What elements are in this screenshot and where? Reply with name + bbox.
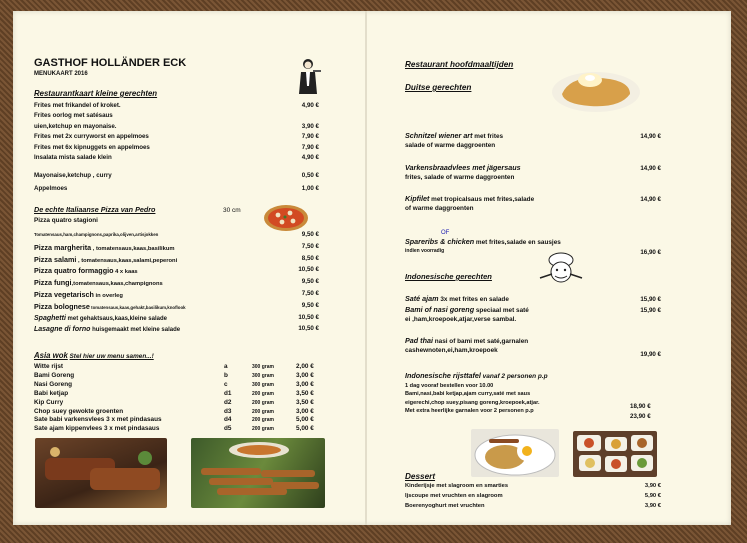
pizza-name — [34, 244, 175, 253]
item-name: Kinderijsje met slagroom en smarties — [405, 483, 509, 489]
pizza-detail: , tomatensaus,kaas,salami,peperoni — [76, 258, 178, 264]
asia-item-price: 3,00 € — [296, 407, 314, 415]
asia-item-weight: 300 gram — [252, 364, 274, 370]
dish-detail: speciaal met saté — [474, 307, 529, 314]
asia-item-code: d5 — [224, 425, 232, 433]
asia-item-weight: 200 gram — [252, 417, 274, 424]
asia-heading: Asia wok — [34, 351, 68, 360]
pizza-price: 7,50 € — [301, 290, 319, 297]
item-name: Frites oorlog met satésaus — [34, 112, 113, 120]
menu-item — [34, 134, 319, 143]
item-name: Frites met 6x kipnuggets en appelmoes — [34, 143, 150, 151]
pizza-size: 30 cm — [223, 207, 241, 214]
dish-price: 19,90 € — [640, 351, 661, 358]
rijsttafel-line: 1 dag vooraf bestellen voor 10.00 — [405, 383, 494, 389]
dish-line — [405, 164, 521, 172]
pizza-price: 8,50 € — [301, 255, 319, 262]
dish-name: Schnitzel wiener art — [405, 131, 473, 140]
pizza-detail: tomatensaus,kaas,gehakt,basilikum,knoflook — [89, 305, 186, 310]
item-price: 3,90 € — [644, 503, 661, 509]
dish-line — [405, 306, 529, 314]
dessert-item — [405, 504, 661, 513]
asia-item-code: d3 — [224, 407, 232, 415]
asia-item-weight: 200 gram — [252, 390, 274, 397]
item-price: 3,90 € — [301, 122, 319, 130]
item-price: 4,90 € — [301, 154, 319, 161]
rijsttafel-line: Met extra heerlijke garnalen voor 2 personen p.p — [405, 408, 534, 415]
asia-item-name: Nasi Goreng — [34, 380, 72, 388]
german-dish — [405, 164, 661, 184]
rijsttafel-price-2: 23,90 € — [630, 413, 651, 420]
dish-line2: of warme daggroenten — [405, 205, 474, 212]
pizza-price: 9,50 € — [301, 278, 319, 285]
pizza-title: Pizza vegetarisch — [34, 290, 94, 299]
asia-item — [34, 391, 319, 400]
dish-name: Kipfilet — [405, 194, 430, 203]
german-dish — [405, 195, 661, 215]
menu-item — [34, 173, 319, 182]
asia-item-code: d1 — [224, 389, 232, 397]
indonesian-heading: Indonesische gerechten — [405, 272, 492, 281]
pizza-title: Pizza salami — [34, 255, 77, 264]
menu-item — [34, 124, 319, 133]
asia-item — [34, 364, 319, 373]
pizza-detail: , tomatensaus,kaas,basilikum — [91, 246, 175, 252]
asia-item-price: 5,00 € — [296, 425, 314, 433]
menu-item — [34, 186, 319, 195]
page-fold — [365, 11, 367, 525]
rijsttafel-title-wrap — [405, 372, 548, 381]
asia-item-weight: 200 gram — [252, 426, 274, 433]
dish-price: 14,90 € — [640, 133, 661, 140]
pizza-name — [34, 267, 138, 276]
item-price: 1,00 € — [301, 184, 319, 192]
schnitzel-photo — [550, 64, 642, 114]
menu-item — [34, 155, 319, 164]
pizza-price: 9,50 € — [301, 302, 319, 309]
rijsttafel-title: Indonesische rijsttafel — [405, 371, 481, 380]
german-dishes-heading: Duitse gerechten — [405, 83, 472, 92]
asia-item-code: c — [224, 380, 228, 388]
item-name: Ijscoupe met vruchten en slagroom — [405, 493, 503, 499]
dish-price: 16,90 € — [640, 249, 661, 256]
asia-item-name: Babi ketjap — [34, 389, 69, 397]
dessert-item — [405, 494, 661, 503]
menu-item — [34, 103, 319, 112]
pizza-name — [34, 279, 163, 288]
pizza-title: Pizza margherita — [34, 243, 92, 252]
dish-line — [405, 238, 561, 246]
item-name: Mayonaise,ketchup , curry — [34, 172, 112, 179]
item-price: 5,90 € — [644, 493, 661, 499]
handwritten-note: OF — [441, 230, 450, 236]
dish-detail: nasi of bami met saté,garnalen — [432, 338, 529, 345]
restaurant-title: GASTHOF HOLLÄNDER ECK — [34, 57, 187, 69]
asia-item-weight: 300 gram — [252, 372, 274, 379]
dessert-item — [405, 484, 661, 493]
pizza-price: 10,50 € — [298, 266, 319, 273]
dish-line — [405, 195, 534, 203]
asia-item-name: Sate babi varkensvlees 3 x met pindasaus — [34, 416, 162, 424]
pizza-title: Lasagne di forno — [34, 326, 91, 333]
pizza-name — [34, 315, 167, 322]
asia-item-name: Sate ajam kippenvlees 3 x met pindasaus — [34, 425, 160, 433]
asia-item-price: 3,50 € — [296, 398, 314, 406]
dish-name: Bami of nasi goreng — [405, 305, 475, 314]
dish-line2: cashewnoten,ei,ham,kroepoek — [405, 347, 498, 354]
item-price: 0,50 € — [301, 172, 319, 179]
pizza-price: 10,50 € — [298, 325, 319, 332]
pizza-price: 9,50 € — [301, 231, 319, 238]
item-price: 3,90 € — [644, 483, 661, 489]
item-name: Frites met frikandel of kroket. — [34, 102, 121, 109]
pizza-item — [34, 326, 319, 335]
pizza-name — [34, 256, 177, 265]
asia-item-price: 2,00 € — [296, 363, 314, 370]
chef-illustration — [538, 252, 584, 286]
pizza-item — [34, 232, 319, 241]
menu-year: MENUKAART 2016 — [34, 71, 88, 77]
asia-item-name: Chop suey gewokte groenten — [34, 407, 124, 415]
pizza-price: 7,50 € — [301, 243, 319, 250]
rijsttafel-line: eigerechi,chop suey,pisang goreng,kroepoek,atjar. — [405, 399, 540, 406]
dish-name: Saté ajam — [405, 294, 439, 303]
german-dish — [405, 132, 661, 152]
item-price: 7,90 € — [301, 133, 319, 141]
pizza-item — [34, 267, 319, 276]
asia-item-name: Kip Curry — [34, 398, 64, 406]
indonesian-dish — [405, 337, 661, 357]
sate-photo — [191, 438, 325, 508]
asia-item-code: d2 — [224, 398, 232, 406]
asia-item-price: 3,00 € — [296, 371, 314, 379]
dish-line2: salade of warme daggroenten — [405, 142, 496, 149]
pizza-detail: met gehaktsaus,kaas,kleine salade — [65, 316, 167, 322]
pizza-detail: 4 x kaas — [113, 269, 138, 275]
pizza-item — [34, 291, 319, 300]
item-name: uien,ketchup en mayonaise. — [34, 122, 117, 130]
asia-item-price: 3,00 € — [296, 380, 314, 388]
main-dishes-heading: Restaurant hoofdmaaltijden — [405, 60, 514, 69]
pizza-item — [34, 256, 319, 265]
pizza-name — [34, 291, 123, 300]
dish-detail: met tropicalsaus met frites,salade — [429, 196, 535, 203]
nasi-goreng-photo — [471, 429, 559, 477]
rijsttafel-photo — [573, 431, 657, 477]
asia-item-price: 5,00 € — [296, 416, 314, 424]
pizza-name — [34, 232, 158, 239]
menu-item — [34, 113, 319, 122]
dish-detail: met frites — [472, 133, 504, 140]
pizza-name — [34, 218, 98, 225]
pizza-name — [34, 303, 186, 311]
pizza-detail: huisgemaakt met kleine salade — [90, 327, 181, 333]
asia-item-weight: 200 gram — [252, 399, 274, 406]
pizza-item — [34, 218, 319, 227]
small-dishes-heading: Restaurantkaart kleine gerechten — [34, 89, 158, 98]
asia-item-code: b — [224, 371, 228, 379]
asia-item — [34, 426, 319, 435]
asia-item-price: 3,50 € — [296, 389, 314, 397]
german-dish — [405, 238, 661, 258]
dish-name: Varkensbraadvlees met jägersaus — [405, 163, 521, 172]
dish-detail: 3x met frites en salade — [438, 296, 509, 303]
dish-line2: indien voorradig — [405, 248, 445, 254]
pizza-name — [34, 326, 180, 333]
dish-name: Pad thai — [405, 336, 433, 345]
pizza-title: Pizza quatro formaggio — [34, 266, 114, 275]
pizza-title: Spaghetti — [34, 315, 66, 322]
item-name: Insalata mista salade klein — [34, 154, 112, 161]
asia-item-code: d4 — [224, 416, 232, 424]
dish-line2: frites, salade of warme daggroenten — [405, 174, 515, 181]
asia-item-code: a — [224, 363, 228, 370]
item-price: 7,90 € — [301, 143, 319, 151]
pizza-title: Pizza quatro stagioni — [34, 217, 98, 224]
pizza-item — [34, 315, 319, 324]
pizza-item — [34, 244, 319, 253]
pizza-heading: De echte Italiaanse Pizza van Pedro — [34, 205, 156, 214]
item-name: Boerenyoghurt met vruchten — [405, 503, 485, 509]
dish-price: 15,90 € — [640, 296, 661, 303]
pizza-title: Pizza bolognese — [34, 302, 90, 311]
menu-paper — [13, 11, 731, 525]
dish-price: 14,90 € — [640, 165, 661, 172]
dish-detail: met frites,salade en sausjes — [474, 239, 561, 246]
item-name: Frites met 2x curryworst en appelmoes — [34, 133, 149, 141]
dish-line — [405, 295, 509, 303]
asia-item-weight: 200 gram — [252, 408, 274, 415]
waiter-illustration — [295, 58, 321, 96]
rijsttafel-title-note: vanaf 2 personen p.p — [482, 373, 548, 380]
dish-line — [405, 132, 503, 140]
dish-line2: ei ,ham,kroepoek,atjar,verse sambal. — [405, 316, 517, 323]
asia-item-name: Witte rijst — [34, 363, 64, 370]
rijsttafel-line: Bami,nasi,babi ketjap,ajam curry,saté met saus — [405, 391, 531, 398]
dish-price: 15,90 € — [640, 307, 661, 314]
pizza-detail: ,tomatensaus,kaas,champignons — [71, 281, 163, 287]
menu-item — [34, 145, 319, 154]
pizza-price: 10,50 € — [298, 314, 319, 321]
asia-item-name: Bami Goreng — [34, 371, 75, 379]
spareribs-photo — [35, 438, 167, 508]
dish-price: 14,90 € — [640, 196, 661, 203]
dessert-heading: Dessert — [405, 472, 436, 481]
asia-heading-note: Stel hier uw menu samen...! — [69, 353, 154, 360]
asia-item — [34, 373, 319, 382]
item-name: Appelmoes — [34, 184, 68, 192]
asia-heading-wrap — [34, 352, 154, 360]
asia-item-weight: 300 gram — [252, 381, 274, 388]
item-price: 4,90 € — [301, 102, 319, 109]
pizza-title: Pizza fungi — [34, 278, 72, 287]
pizza-title: Tomatensaus,ham,champignons,paprika,olijven,artisjokken — [34, 232, 159, 237]
rijsttafel-price-1: 18,90 € — [630, 403, 651, 410]
pizza-item — [34, 303, 319, 312]
indonesian-dish — [405, 306, 661, 326]
dish-line — [405, 337, 528, 345]
pizza-item — [34, 279, 319, 288]
pizza-detail: in overleg — [93, 293, 123, 299]
asia-item — [34, 382, 319, 391]
dish-name: Spareribs & chicken — [405, 237, 475, 246]
